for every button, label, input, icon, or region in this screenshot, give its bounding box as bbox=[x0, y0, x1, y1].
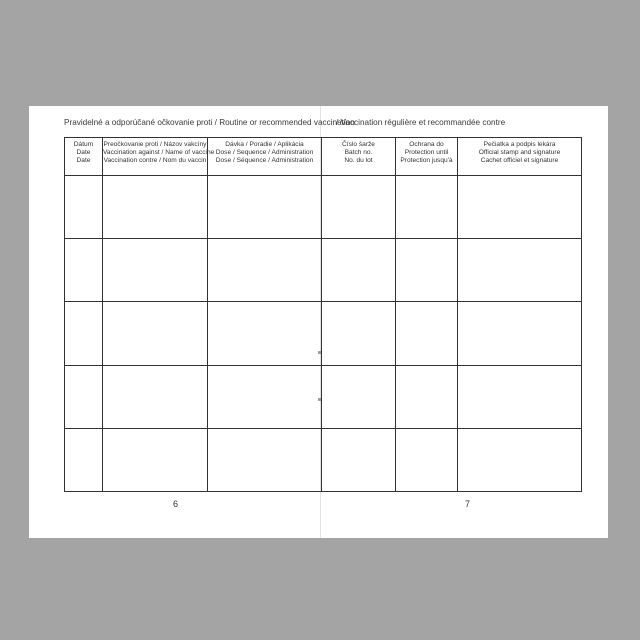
table-row bbox=[322, 239, 582, 302]
entry-cell[interactable] bbox=[103, 302, 208, 365]
entry-cell[interactable] bbox=[322, 176, 396, 239]
header-line: Ochrana do bbox=[409, 141, 444, 148]
header-line: Vaccination contre / Nom du vaccin bbox=[103, 157, 207, 165]
entry-cell[interactable] bbox=[322, 428, 396, 491]
entry-cell[interactable] bbox=[396, 239, 458, 302]
entry-cell[interactable] bbox=[103, 428, 208, 491]
header-line: Protection jusqu'à bbox=[400, 157, 453, 165]
entry-cell[interactable] bbox=[322, 365, 396, 428]
header-line: Dátum bbox=[73, 141, 94, 148]
table-row bbox=[322, 302, 582, 365]
table-row bbox=[65, 302, 322, 365]
entry-cell[interactable] bbox=[65, 365, 103, 428]
header-line: Vaccination against / Name of vaccine bbox=[103, 149, 215, 157]
entry-cell[interactable] bbox=[396, 365, 458, 428]
entry-cell[interactable] bbox=[208, 239, 322, 302]
header-line: No. du lot bbox=[344, 157, 373, 165]
table-row bbox=[65, 365, 322, 428]
header-line: Date bbox=[76, 157, 91, 165]
column-header-stamp bbox=[458, 138, 582, 176]
column-header-dose bbox=[208, 138, 322, 176]
header-line: Dose / Sequence / Administration bbox=[215, 149, 314, 157]
right-vaccination-table bbox=[321, 137, 582, 492]
header-line: Protection until bbox=[404, 149, 449, 157]
table-row bbox=[322, 176, 582, 239]
column-header-batch bbox=[322, 138, 396, 176]
entry-cell[interactable] bbox=[458, 428, 582, 491]
entry-cell[interactable] bbox=[396, 302, 458, 365]
table-header-row bbox=[322, 138, 582, 176]
table-row bbox=[65, 428, 322, 491]
page-number-right: 7 bbox=[465, 499, 471, 509]
table-row bbox=[65, 176, 322, 239]
table-row bbox=[65, 239, 322, 302]
header-line: Date bbox=[76, 149, 91, 157]
column-header-protection bbox=[396, 138, 458, 176]
right-page-heading: / Vaccination régulière et recommandée contre bbox=[336, 118, 506, 127]
header-line: Dávka / Poradie / Aplikácia bbox=[225, 141, 304, 148]
entry-cell[interactable] bbox=[103, 239, 208, 302]
entry-cell[interactable] bbox=[208, 428, 322, 491]
header-line: Číslo šarže bbox=[342, 141, 375, 148]
entry-cell[interactable] bbox=[458, 365, 582, 428]
header-line: Official stamp and signature bbox=[478, 149, 561, 157]
header-line: Preočkovanie proti / Názov vakcíny bbox=[103, 141, 207, 148]
entry-cell[interactable] bbox=[208, 176, 322, 239]
entry-cell[interactable] bbox=[208, 365, 322, 428]
table-row bbox=[322, 428, 582, 491]
entry-cell[interactable] bbox=[103, 176, 208, 239]
entry-cell[interactable] bbox=[65, 428, 103, 491]
entry-cell[interactable] bbox=[65, 239, 103, 302]
entry-cell[interactable] bbox=[103, 365, 208, 428]
entry-cell[interactable] bbox=[322, 239, 396, 302]
left-page-heading: Pravidelné a odporúčané očkovanie proti / Routine or recommended vaccination bbox=[64, 118, 355, 127]
entry-cell[interactable] bbox=[396, 428, 458, 491]
entry-cell[interactable] bbox=[65, 176, 103, 239]
table-header-row bbox=[65, 138, 322, 176]
header-line: Pečiatka a podpis lekára bbox=[483, 141, 556, 148]
header-line: Cachet officiel et signature bbox=[480, 157, 559, 165]
header-line: Batch no. bbox=[344, 149, 373, 157]
entry-cell[interactable] bbox=[208, 302, 322, 365]
entry-cell[interactable] bbox=[396, 176, 458, 239]
page-number-left: 6 bbox=[173, 499, 179, 509]
entry-cell[interactable] bbox=[458, 302, 582, 365]
left-vaccination-table bbox=[64, 137, 322, 492]
entry-cell[interactable] bbox=[322, 302, 396, 365]
entry-cell[interactable] bbox=[458, 176, 582, 239]
entry-cell[interactable] bbox=[65, 302, 103, 365]
entry-cell[interactable] bbox=[458, 239, 582, 302]
column-header-date bbox=[65, 138, 103, 176]
table-row bbox=[322, 365, 582, 428]
column-header-vaccine bbox=[103, 138, 215, 176]
header-line: Dose / Séquence / Administration bbox=[215, 157, 314, 165]
